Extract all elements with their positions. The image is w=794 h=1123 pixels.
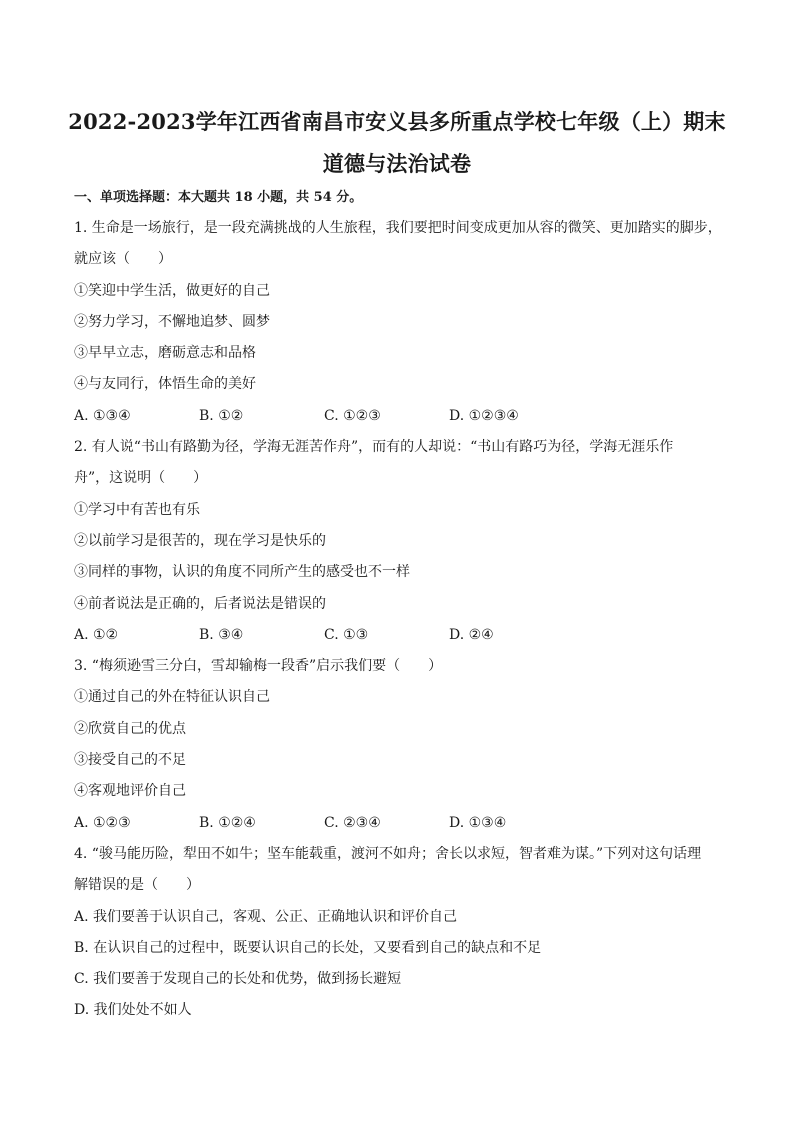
question-1-option-d: D. ①②③④	[449, 407, 519, 424]
question-2-option-a: A. ①②	[74, 626, 119, 643]
question-1	[74, 213, 724, 432]
question-4-stem-line-2: 解错误的是（ ）	[74, 877, 200, 894]
question-3-statement-3: ③接受自己的不足	[74, 752, 186, 769]
question-2-statement-2: ②以前学习是很苦的，现在学习是快乐的	[74, 532, 326, 549]
question-1-option-a: A. ①③④	[74, 407, 131, 424]
question-3-stem-line-1: 3. “梅须逊雪三分白，雪却输梅一段香”启示我们要（ ）	[74, 658, 443, 675]
question-2	[74, 432, 724, 651]
question-3	[74, 651, 724, 839]
question-2-option-c: C. ①③	[324, 626, 369, 643]
question-1-statement-4: ④与友同行，体悟生命的美好	[74, 376, 256, 393]
section-heading: 一、单项选择题：本大题共 18 小题，共 54 分。	[74, 190, 363, 205]
question-1-stem-line-1: 1. 生命是一场旅行，是一段充满挑战的人生旅程，我们要把时间变成更加从容的微笑、更加踏实的脚步，	[74, 220, 722, 236]
question-4-stem-line-1: 4. “骏马能历险，犁田不如牛；坚车能载重，渡河不如舟；舍长以求短，智者难为谋。”下列对这句话理	[74, 845, 702, 862]
question-2-stem-line-1: 2. 有人说“书山有路勤为径，学海无涯苦作舟”，而有的人却说：“书山有路巧为径，学海无涯乐作	[74, 439, 674, 456]
question-4-choice-c: C. 我们要善于发现自己的长处和优势，做到扬长避短	[74, 971, 402, 988]
question-4-choice-a: A. 我们要善于认识自己，客观、公正、正确地认识和评价自己	[74, 908, 458, 925]
question-1-statement-2: ②努力学习，不懈地追梦、圆梦	[74, 313, 270, 330]
question-2-statement-3: ③同样的事物，认识的角度不同所产生的感受也不一样	[74, 564, 410, 581]
question-3-option-d: D. ①③④	[449, 814, 507, 831]
question-3-options	[74, 808, 724, 839]
question-1-option-b: B. ①②	[199, 407, 244, 424]
question-4-choice-d: D. 我们处处不如人	[74, 1002, 192, 1019]
question-3-option-a: A. ①②③	[74, 814, 131, 831]
question-3-statement-2: ②欣赏自己的优点	[74, 720, 186, 737]
question-3-option-b: B. ①②④	[199, 814, 256, 831]
question-1-stem-line-2: 就应该（ ）	[74, 251, 172, 268]
question-2-option-d: D. ②④	[449, 626, 494, 643]
question-list	[74, 213, 724, 1027]
question-1-options	[74, 401, 724, 432]
question-3-statement-1: ①通过自己的外在特征认识自己	[74, 689, 270, 706]
question-2-stem-line-2: 舟”，这说明（ ）	[74, 470, 208, 487]
question-2-options	[74, 620, 724, 651]
question-3-statement-4: ④客观地评价自己	[74, 783, 186, 800]
exam-title-line-1: 2022-2023学年江西省南昌市安义县多所重点学校七年级（上）期末	[68, 109, 726, 134]
question-2-statement-1: ①学习中有苦也有乐	[74, 501, 200, 518]
question-4-choice-b: B. 在认识自己的过程中，既要认识自己的长处，又要看到自己的缺点和不足	[74, 939, 542, 956]
question-1-option-c: C. ①②③	[324, 407, 381, 424]
question-2-option-b: B. ③④	[199, 626, 244, 643]
question-4	[74, 839, 724, 1027]
question-2-statement-4: ④前者说法是正确的，后者说法是错误的	[74, 595, 326, 612]
question-1-statement-1: ①笑迎中学生活，做更好的自己	[74, 282, 270, 299]
exam-title-line-2: 道德与法治试卷	[322, 151, 472, 176]
question-3-option-c: C. ②③④	[324, 814, 381, 831]
question-1-statement-3: ③早早立志，磨砺意志和品格	[74, 345, 256, 362]
